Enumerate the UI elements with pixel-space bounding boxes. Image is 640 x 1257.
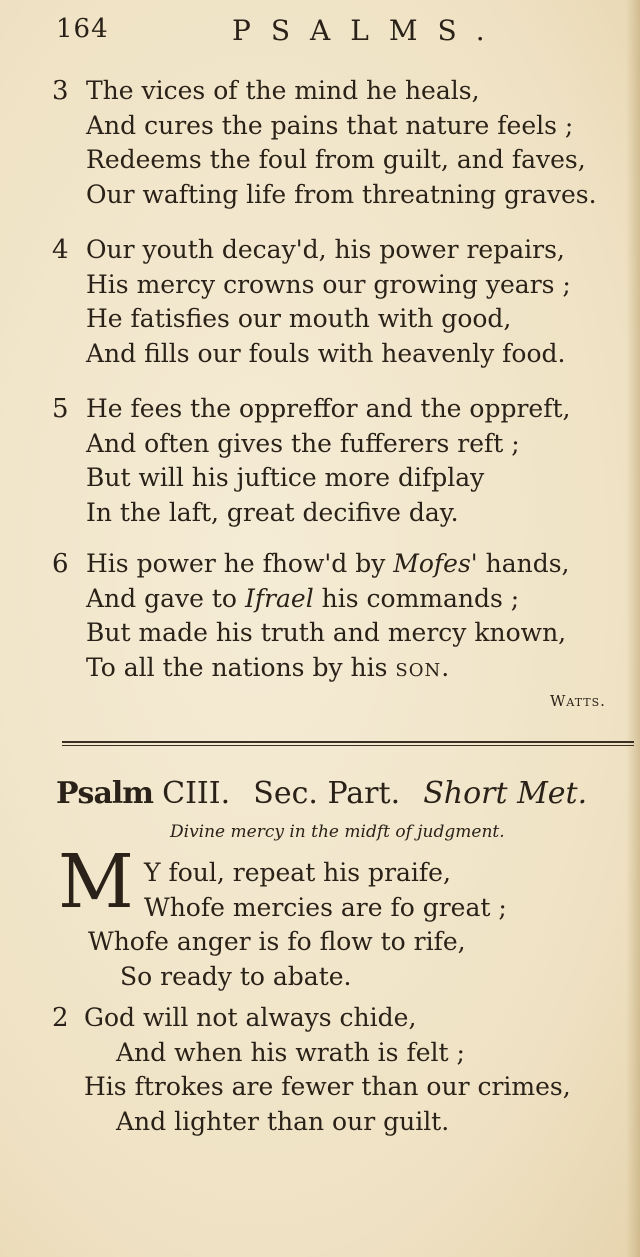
verse-line: He fatisfies our mouth with good, [86,304,512,333]
verse-line: Our wafting life from threatning graves. [86,179,597,209]
section-divider [62,741,634,746]
running-head: PSALMS. [232,14,505,47]
psalm-label: Psalm [56,776,154,811]
verse-line: And lighter than our guilt. [116,1106,450,1136]
verse-number: 4 [52,235,69,265]
verse-line: And often gives the fufferers reft ; [86,428,520,458]
verse-line: And when his wrath is felt ; [116,1037,465,1067]
verse-line [52,582,612,617]
small-caps-word: son. [395,652,451,682]
verse-number: 6 [52,549,69,579]
verse-line: And cures the pains that nature feels ; [86,110,574,140]
text-run: his commands ; [313,583,520,613]
psalm-title [56,776,636,820]
psalm-subtitle: Divine mercy in the midft of judgment. [170,822,505,842]
verse-line: Our youth decay'd, his power repairs, [86,235,565,264]
psalm-meter: Short Met. [423,776,588,811]
verse-line: And fills our fouls with heavenly food. [86,338,566,368]
proper-name: Ifrael [244,583,314,613]
text-run: To all the nations by his [86,652,396,682]
verse-line: So ready to abate. [120,961,352,991]
verse-line: Whofe mercies are fo great ; [144,892,507,922]
psalm-number: CIII. [162,776,231,811]
verse-number: 5 [52,394,69,424]
verse-line: His mercy crowns our growing years ; [86,269,571,299]
verse-line: Y foul, repeat his praife, [144,858,451,887]
text-run: And gave to [86,583,245,613]
verse-line [52,547,612,582]
verse-line: He fees the oppreffor and the oppreft, [86,394,571,423]
stanza-5 [52,392,612,530]
page-number: 164 [56,14,109,44]
stanza-6 [52,547,612,685]
drop-cap: M [58,839,134,925]
verse-line: But made his truth and mercy known, [86,618,567,647]
verse-line: God will not always chide, [84,1003,417,1032]
verse-line [52,651,612,686]
stanza-4 [52,233,612,371]
verse-line: Whofe anger is fo flow to rife, [88,927,466,956]
stanza-3 [52,74,612,212]
verse-line: His ftrokes are fewer than our crimes, [84,1072,571,1101]
page-edge-shadow [626,0,640,1257]
verse-line: In the laft, great decifive day. [86,497,459,527]
author-signature: Watts. [550,692,606,710]
text-run: hands, [477,549,570,578]
verse-number: 3 [52,76,69,106]
text-run: His power he fhow'd by [86,549,394,578]
verse-line: But will his juftice more difplay [86,463,485,492]
psalm103-stanza-2 [52,1001,612,1139]
verse-number: 2 [52,1003,69,1033]
verse-line: The vices of the mind he heals, [86,76,480,105]
psalm103-stanza-1 [54,856,614,994]
psalm-part: Sec. Part. [253,776,401,811]
proper-name: Mofes' [393,549,478,578]
page-header [56,14,526,54]
verse-line: Redeems the foul from guilt, and faves, [86,145,586,174]
